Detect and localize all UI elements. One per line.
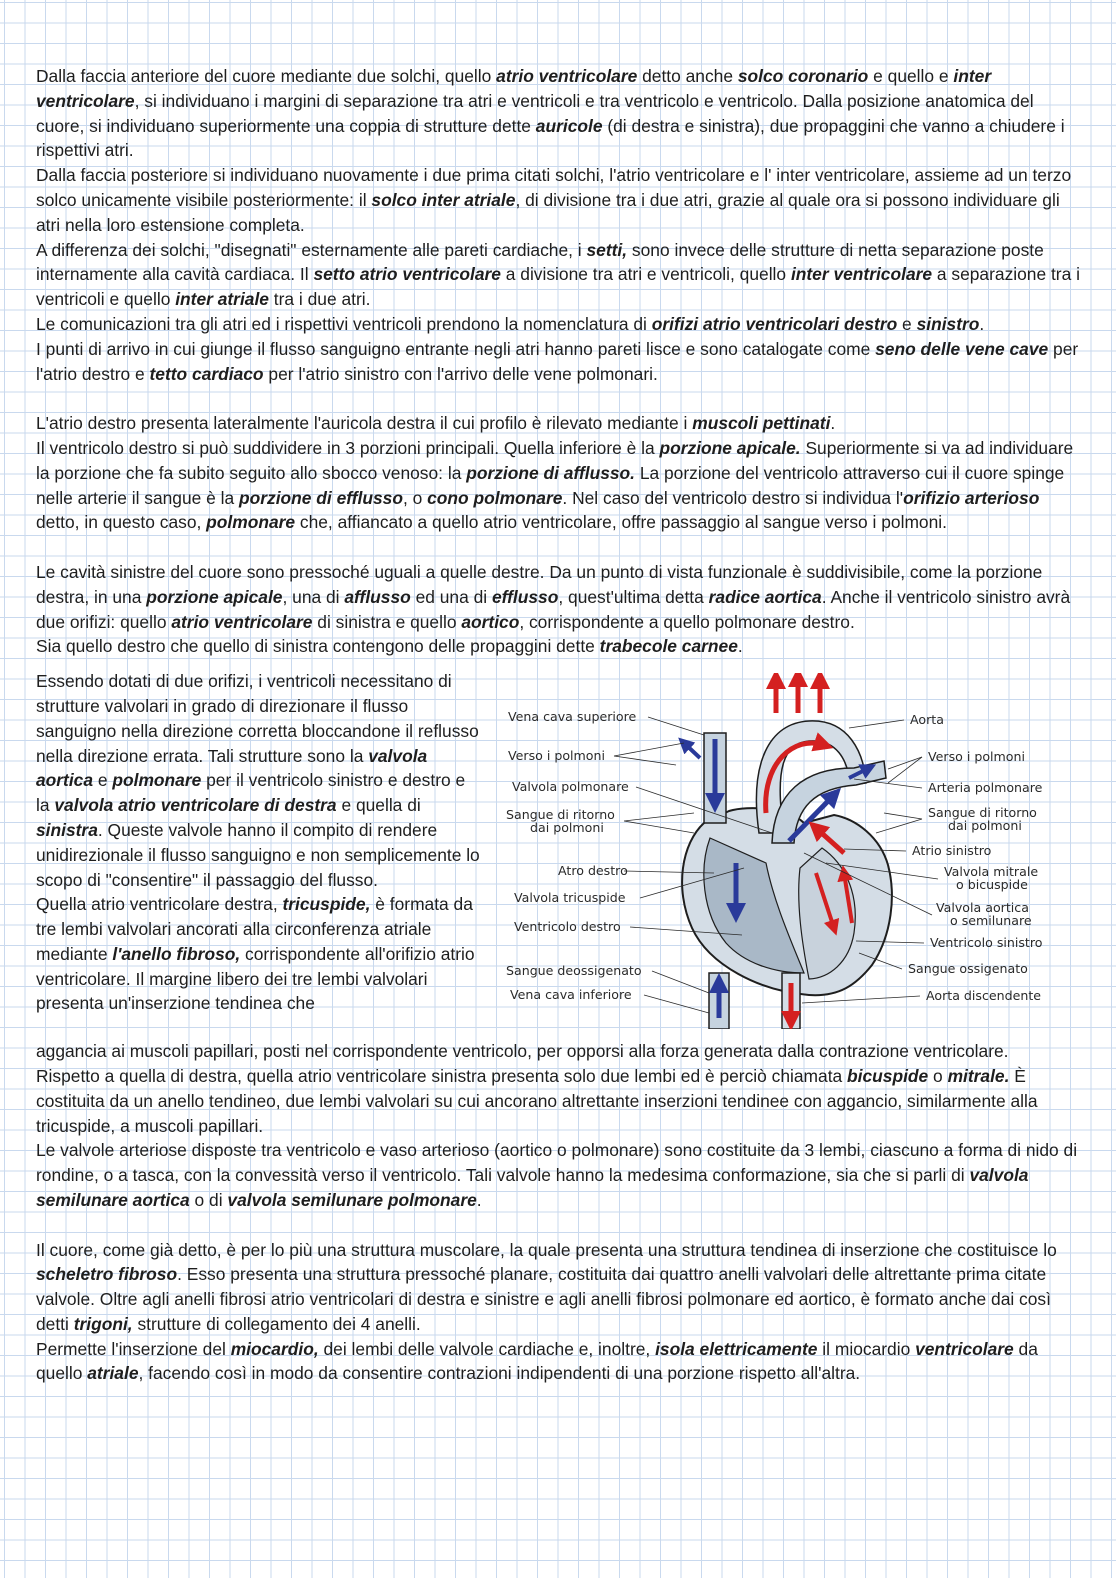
label-left-atrium: Atrio sinistro xyxy=(912,843,992,859)
paragraph: Le valvole arteriose disposte tra ventricolo e vaso arterioso (aortico o polmonare) sono costituite da 3 lembi, ciascuno a forma di nido di rondine, o a tasca, con la convessità verso il ventricolo. Tali valvole hanno la medesima conformazione, sia che si parli di valvola semilunare aortica o di valvola semilunare polmonare. xyxy=(36,1140,1078,1210)
paragraph: Essendo dotati di due orifizi, i ventricoli necessitano di strutture valvolari in grado di direzionare il flusso sanguigno nella direzione corretta bloccandone il reflusso nella direzione errata. Tali strutture sono la valvola aortica e polmonare per il ventricolo sinistro e destro e la valvola atrio ventricolare di destra e quella di sinistra. Queste valvole hanno il compito di rendere unidirezionale il flusso sanguigno e non semplicemente lo scopo di "consentire" il passaggio del flusso. xyxy=(36,671,480,890)
figure-section xyxy=(36,669,1082,1039)
paragraph: Le cavità sinistre del cuore sono pressoché uguali a quelle destre. Da un punto di vista funzionale è suddivisibile, come la porzione destra, in una porzione apicale, una di afflusso ed una di efflusso, quest'ultima detta radice aortica. Anche il ventricolo sinistro avrà due orifizi: quello atrio ventricolare di sinistra e quello aortico, corrispondente a quello polmonare destro. xyxy=(36,561,1071,632)
paragraph: I punti di arrivo in cui giunge il flusso sanguigno entrante negli atri hanno pareti lisce e sono catalogate come seno delle vene cave per l'atrio destro e tetto cardiaco per l'atrio sinistro con l'arrivo delle vene polmonari. xyxy=(36,338,1079,384)
heart-diagram xyxy=(504,673,1054,1029)
label-return-blood-right-2: dai polmoni xyxy=(948,818,1022,834)
flow-arrow xyxy=(684,743,700,758)
paragraph: Dalla faccia anteriore del cuore mediante due solchi, quello atrio ventricolare detto anche solco coronario e quello e inter ventricolare, si individuano i margini di separazione tra atri e ventricoli e tra ventricolo e ventricolo. Dalla posizione anatomica del cuore, si individuano superiormente una coppia di strutture dette auricole (di destra e sinistra), due propaggini che vanno a chiudere i rispettivi atri. xyxy=(36,66,1065,161)
figure-side-text xyxy=(36,669,480,1016)
blank-line xyxy=(36,535,1082,560)
paragraph: Il cuore, come già detto, è per lo più una struttura muscolare, la quale presenta una struttura tendinea di inserzione che costituisce lo scheletro fibroso. Esso presenta una struttura pressoché planare, costituita dai quattro anelli valvolari delle altrettante prima citate valvole. Oltre agli anelli fibrosi atrio ventricolari di destra e sinistre e agli anelli fibrosi polmonare ed aortico, è formato anche dai così detti trigoni, strutture di collegamento dei 4 anelli. xyxy=(36,1239,1057,1334)
label-aortic-valve: Valvola aortica xyxy=(936,900,1029,916)
label-to-lungs-left: Verso i polmoni xyxy=(508,748,605,764)
label-pulmonary-valve: Valvola polmonare xyxy=(512,779,629,795)
label-right-ventricle: Ventricolo destro xyxy=(514,919,621,935)
label-return-blood-left: Sangue di ritorno xyxy=(506,807,615,823)
label-mitral-valve-2: o bicuspide xyxy=(956,877,1028,893)
label-inferior-vena-cava: Vena cava inferiore xyxy=(510,987,632,1003)
label-descending-aorta: Aorta discendente xyxy=(926,988,1042,1004)
label-mitral-valve: Valvola mitrale xyxy=(944,864,1039,880)
label-return-blood-right: Sangue di ritorno xyxy=(928,805,1037,821)
blank-line xyxy=(36,1213,1082,1238)
paragraph: Rispetto a quella di destra, quella atrio ventricolare sinistra presenta solo due lembi ed è perciò chiamata bicuspide o mitrale. È costituita da un anello tendineo, due lembi valvolari su cui ancorano altrettante inserzioni tendinee con aggancio, similarmente alla tricuspide, a muscoli papillari. xyxy=(36,1065,1038,1136)
paragraph: Permette l'inserzione del miocardio, dei lembi delle valvole cardiache e, inoltre, isola elettricamente il miocardio ventricolare da quello atriale, facendo così in modo da consentire contrazioni indipendenti di una porzione rispetto all'altra. xyxy=(36,1338,1038,1384)
paragraph: Quella atrio ventricolare destra, tricuspide, è formata da tre lembi valvolari ancorati alla circonferenza atriale mediante l'anello fibroso, corrispondente all'orifizio atrio ventricolare. Il margine libero dei tre lembi valvolari presenta un'inserzione tendinea che xyxy=(36,894,475,1014)
paragraph: Le comunicazioni tra gli atri ed i rispettivi ventricoli prendono la nomenclatura di orifizi atrio ventricolari destro e sinistro. xyxy=(36,313,985,334)
label-right-atrium: Atro destro xyxy=(558,863,628,879)
heart-diagram-svg xyxy=(504,673,1054,1029)
label-deoxygenated-blood: Sangue deossigenato xyxy=(506,963,642,979)
label-oxygenated-blood: Sangue ossigenato xyxy=(908,961,1028,977)
blank-line xyxy=(36,386,1082,411)
paragraph: Dalla faccia posteriore si individuano nuovamente i due prima citati solchi, l'atrio ventricolare e l' inter ventricolare, assieme ad un terzo solco unicamente visibile posteriormente: il solco inter atriale, di divisione tra i due atri, grazie al quale ora si possono individuare gli atri nella loro estensione completa. xyxy=(36,165,1072,235)
label-superior-vena-cava: Vena cava superiore xyxy=(508,709,637,725)
paragraph: A differenza dei solchi, "disegnati" esternamente alle pareti cardiache, i setti, sono invece delle strutture di netta separazione poste internamente alla cavità cardiaca. Il setto atrio ventricolare a divisione tra atri e ventricoli, quello inter ventricolare a separazione tra i ventricoli e quello inter atriale tra i due atri. xyxy=(36,239,1080,310)
paragraph: Il ventricolo destro si può suddividere in 3 porzioni principali. Quella inferiore è la porzione apicale. Superiormente si va ad individuare la porzione che fa subito seguito allo sbocco venoso: la porzione di afflusso. La porzione del ventricolo attraverso cui il cuore spinge nelle arterie il sangue è la porzione di efflusso, o cono polmonare. Nel caso del ventricolo destro si individua l'orifizio arterioso detto, in questo caso, polmonare che, affiancato a quello atrio ventricolare, offre passaggio al sangue verso i polmoni. xyxy=(36,437,1074,533)
label-return-blood-left-2: dai polmoni xyxy=(530,820,604,836)
paragraph: aggancia ai muscoli papillari, posti nel corrispondente ventricolo, per opporsi alla forza generata dalla contrazione ventricolare. xyxy=(36,1041,1009,1062)
label-left-ventricle: Ventricolo sinistro xyxy=(930,935,1043,951)
paragraph: Sia quello destro che quello di sinistra contengono delle propaggini dette trabecole carnee. xyxy=(36,636,743,657)
paragraph: L'atrio destro presenta lateralmente l'auricola destra il cui profilo è rilevato mediante i muscoli pettinati. xyxy=(36,413,836,434)
label-pulmonary-artery: Arteria polmonare xyxy=(928,780,1043,796)
label-aortic-valve-2: o semilunare xyxy=(950,913,1032,929)
label-tricuspid-valve: Valvola tricuspide xyxy=(514,890,626,906)
label-aorta: Aorta xyxy=(910,712,944,728)
document-page xyxy=(36,64,1082,1386)
label-to-lungs-right: Verso i polmoni xyxy=(928,749,1025,765)
